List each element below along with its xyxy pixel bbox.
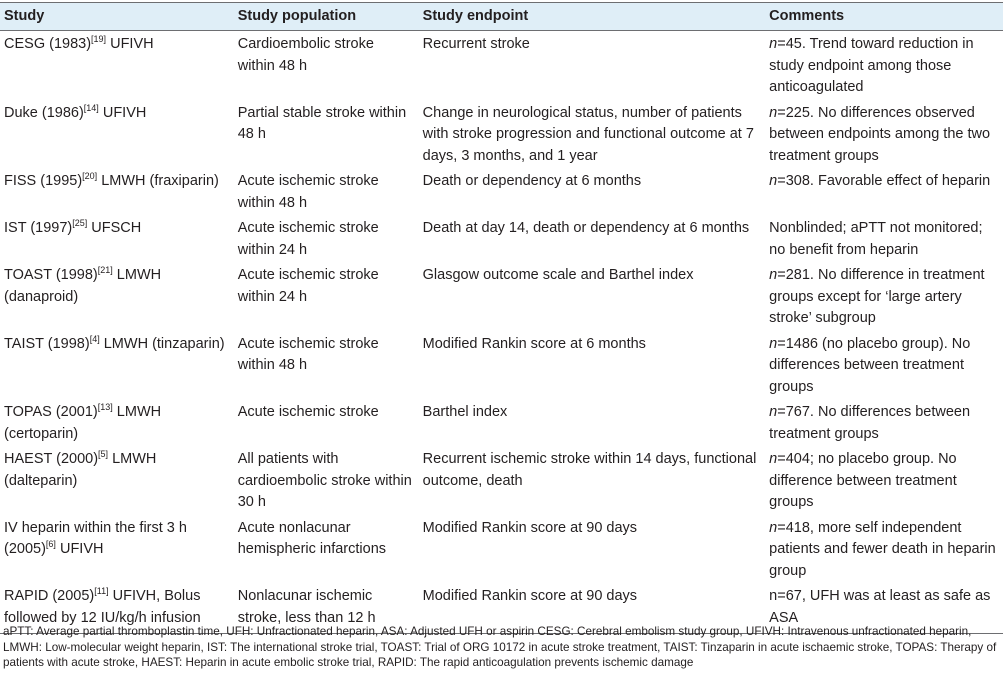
studies-table [0, 2, 1003, 634]
study-reference: [14] [83, 102, 99, 113]
study-drug: UFIVH, Bolus followed by 12 IU/kg/h infusion [4, 588, 201, 626]
study-name: TOAST (1998) [4, 267, 98, 283]
study-drug: UFIVH [55, 541, 104, 557]
comment-text: =45. Trend toward reduction in study endpoint among those anticoagulated [769, 36, 974, 95]
cell-population: All patients with cardioembolic stroke within 30 h [237, 451, 412, 510]
study-reference: [25] [72, 218, 88, 229]
cell-endpoint: Barthel index [422, 404, 508, 420]
comment-text: =418, more self independent patients and fewer death in heparin group [769, 519, 996, 579]
table-row [0, 331, 1003, 400]
cell-comments [765, 100, 1003, 169]
n-symbol: n [769, 519, 778, 536]
n-symbol: n [769, 404, 778, 420]
comment-text: n=67, UFH was at least as safe as ASA [769, 588, 991, 626]
study-drug: LMWH (dalteparin) [4, 451, 157, 489]
study-reference: [5] [98, 449, 109, 460]
comment-text: =308. Favorable effect of heparin [777, 173, 991, 189]
cell-comments [765, 31, 1003, 100]
study-drug: UFIVH [98, 104, 147, 121]
cell-comments [765, 331, 1003, 400]
study-drug: LMWH (fraxiparin) [97, 173, 219, 189]
cell-population: Nonlacunar ischemic stroke, less than 12 h [234, 583, 419, 634]
n-symbol: n [769, 451, 778, 467]
study-drug: LMWH (danaproid) [4, 267, 162, 305]
cell-endpoint: Death at day 14, death or dependency at 6 months [422, 220, 750, 236]
cell-study [0, 31, 234, 100]
cell-population: Acute ischemic stroke within 48 h [237, 173, 379, 211]
study-drug: UFIVH [106, 36, 154, 52]
header-population: Study population [234, 3, 419, 31]
cell-study [0, 399, 234, 446]
cell-population: Cardioembolic stroke within 48 h [237, 36, 374, 74]
cell-endpoint: Change in neurological status, number of patients with stroke progression and functional outcome at 7 days, 3 months, and 1 year [422, 104, 754, 164]
cell-comments [765, 215, 1003, 262]
table-row [0, 168, 1003, 215]
cell-endpoint: Glasgow outcome scale and Barthel index [422, 267, 694, 283]
cell-population: Acute ischemic stroke within 24 h [237, 267, 379, 305]
cell-study [0, 100, 234, 169]
cell-comments [765, 399, 1003, 446]
cell-study [0, 168, 234, 215]
table-footnote: aPTT: Average partial thromboplastin time, UFH: Unfractionated heparin, ASA: Adjusted UFH or aspirin CESG: Cerebral embolism study group, UFIVH: Intravenous unfractionated heparin, LMWH: Low-molecular weight heparin, IST: The international stroke trial, TOAST: Trial of ORG 10172 in acute stroke treatment, TAIST: Tinzaparin in acute ischaemic stroke, TOPAS: Therapy of patients with acute stroke, HAEST: Heparin in acute embolic stroke trial, RAPID: The rapid anticoagulation prevents ischemic damage [3, 625, 997, 669]
study-name: CESG (1983) [4, 36, 92, 52]
study-reference: [6] [45, 539, 56, 550]
comment-text: =225. No differences observed between endpoints among the two treatment groups [769, 104, 991, 164]
comment-text: Nonblinded; aPTT not monitored; no benefit from heparin [769, 220, 983, 258]
study-name: Duke (1986) [4, 104, 84, 121]
study-reference: [21] [97, 265, 113, 276]
study-name: FISS (1995) [4, 173, 83, 189]
header-endpoint: Study endpoint [419, 3, 766, 31]
cell-comments [765, 515, 1003, 584]
table-header-row [0, 3, 1003, 31]
study-name: IV heparin within the first 3 h (2005) [4, 519, 187, 557]
table-row [0, 100, 1003, 169]
table-row [0, 262, 1003, 331]
table-row [0, 515, 1003, 584]
header-study: Study [0, 3, 234, 31]
study-name: HAEST (2000) [4, 451, 99, 467]
table-row [0, 446, 1003, 515]
cell-population: Acute nonlacunar hemispheric infarctions [237, 519, 387, 557]
n-symbol: n [769, 173, 778, 189]
header-comments: Comments [765, 3, 1003, 31]
cell-population: Partial stable stroke within 48 h [237, 104, 407, 142]
cell-study [0, 331, 234, 400]
comment-text: =404; no placebo group. No difference between treatment groups [769, 451, 957, 510]
n-symbol: n [769, 36, 778, 52]
table-row [0, 399, 1003, 446]
study-drug: LMWH (tinzaparin) [99, 335, 225, 352]
cell-comments [765, 168, 1003, 215]
cell-study [0, 446, 234, 515]
study-reference: [13] [97, 402, 113, 413]
cell-study [0, 515, 234, 584]
cell-population: Acute ischemic stroke [237, 404, 379, 420]
study-name: IST (1997) [4, 220, 73, 236]
cell-population: Acute ischemic stroke within 24 h [237, 220, 379, 258]
study-reference: [4] [89, 333, 100, 344]
table-body [0, 31, 1003, 634]
cell-endpoint: Modified Rankin score at 90 days [422, 519, 638, 536]
cell-comments [765, 446, 1003, 515]
cell-comments [765, 262, 1003, 331]
n-symbol: n [769, 335, 778, 352]
cell-endpoint: Recurrent stroke [422, 36, 530, 52]
study-name: RAPID (2005) [4, 588, 95, 604]
cell-endpoint: Recurrent ischemic stroke within 14 days, functional outcome, death [422, 451, 757, 489]
n-symbol: n [769, 267, 778, 283]
study-reference: [19] [91, 34, 107, 45]
cell-population: Acute ischemic stroke within 48 h [237, 335, 379, 373]
cell-study [0, 262, 234, 331]
cell-endpoint: Modified Rankin score at 90 days [419, 583, 766, 634]
cell-study [0, 215, 234, 262]
comment-text: =1486 (no placebo group). No differences between treatment groups [769, 335, 971, 395]
table-row [0, 215, 1003, 262]
study-reference: [20] [82, 171, 98, 182]
study-drug: LMWH (certoparin) [4, 404, 162, 442]
study-reference: [11] [94, 586, 109, 597]
study-name: TAIST (1998) [4, 335, 90, 352]
study-name: TOPAS (2001) [4, 404, 98, 420]
study-drug: UFSCH [87, 220, 142, 236]
cell-endpoint: Modified Rankin score at 6 months [422, 335, 646, 352]
table-row [0, 31, 1003, 100]
cell-endpoint: Death or dependency at 6 months [422, 173, 642, 189]
n-symbol: n [769, 104, 778, 121]
comment-text: =767. No differences between treatment groups [769, 404, 971, 442]
comment-text: =281. No difference in treatment groups except for ‘large artery stroke’ subgroup [769, 267, 985, 326]
